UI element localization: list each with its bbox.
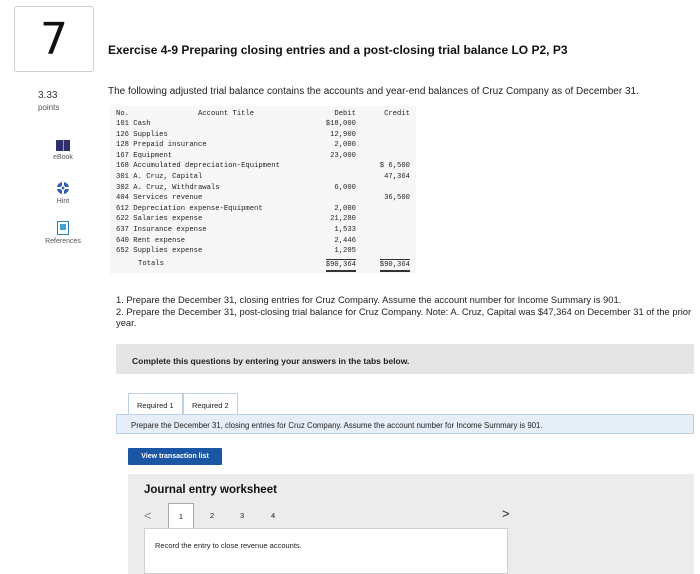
trial-balance-table xyxy=(110,106,416,274)
hint-label: Hint xyxy=(56,198,70,205)
account-title: 301 A. Cruz, Capital xyxy=(116,173,203,181)
table-row xyxy=(110,246,416,256)
table-row xyxy=(110,172,416,182)
account-title: 404 Services revenue xyxy=(116,194,203,203)
tab-panel-instructions: Prepare the December 31, closing entries for Cruz Company. Assume the account number for Income Summary is 901. xyxy=(116,414,694,434)
account-title: 640 Rent expense xyxy=(116,236,186,245)
debit-value: 2,000 xyxy=(334,141,356,150)
complete-instructions-bar: Complete this questions by entering your answers in the tabs below. xyxy=(116,344,694,374)
instruction-1: 1. Prepare the December 31, closing entries for Cruz Company. Assume the account number for Income Summary is 901. xyxy=(116,294,622,305)
instruction-2: 2. Prepare the December 31, post-closing trial balance for Cruz Company. Note: A. Cruz, Capital was $47,364 on December 31 of the prior year. xyxy=(116,305,692,328)
debit-value: 2,446 xyxy=(334,236,356,245)
account-title: 126 Supplies xyxy=(116,130,168,139)
totals-label: Totals xyxy=(138,260,164,268)
pager-prev-button[interactable]: < xyxy=(144,508,152,523)
header-credit: Credit xyxy=(384,110,410,118)
points-label: points xyxy=(38,103,60,112)
ebook-label: eBook xyxy=(53,154,73,161)
account-title: 128 Prepaid insurance xyxy=(116,141,207,150)
pager-next-button[interactable]: > xyxy=(502,506,510,521)
debit-value: $18,000 xyxy=(325,120,356,128)
table-row xyxy=(110,204,416,214)
table-row xyxy=(110,214,416,224)
header-no: No. xyxy=(116,110,129,118)
account-title: 622 Salaries expense xyxy=(116,215,203,224)
debit-value: 23,000 xyxy=(330,151,356,160)
document-icon xyxy=(57,221,69,235)
references-label: References xyxy=(45,238,81,245)
question-number: 7 xyxy=(40,13,68,65)
journal-message: Record the entry to close revenue accounts. xyxy=(155,541,302,550)
tab-required-1[interactable]: Required 1 xyxy=(128,393,183,415)
table-row xyxy=(110,161,416,171)
exercise-title: Exercise 4-9 Preparing closing entries and a post-closing trial balance LO P2, P3 xyxy=(108,43,568,57)
account-title: 302 A. Cruz, Withdrawals xyxy=(116,183,220,192)
book-icon xyxy=(56,140,70,151)
debit-value: 12,900 xyxy=(330,130,356,139)
totals-debit: $90,364 xyxy=(326,259,356,272)
points-display xyxy=(38,90,59,114)
account-title: 101 Cash xyxy=(116,120,151,128)
table-row xyxy=(110,140,416,150)
table-row xyxy=(110,225,416,235)
table-row xyxy=(110,119,416,129)
account-title: 637 Insurance expense xyxy=(116,226,207,234)
tab-required-2[interactable]: Required 2 xyxy=(183,393,238,415)
account-title: 652 Supplies expense xyxy=(116,247,203,256)
debit-value: 1,533 xyxy=(334,226,356,234)
header-account-title: Account Title xyxy=(198,110,255,118)
debit-value: 2,000 xyxy=(334,204,356,213)
references-link[interactable] xyxy=(26,221,100,245)
lifebuoy-icon xyxy=(56,181,70,195)
journal-title: Journal entry worksheet xyxy=(144,484,277,496)
table-row xyxy=(110,193,416,203)
credit-value: $ 6,500 xyxy=(379,162,410,171)
journal-entry-worksheet xyxy=(128,474,694,574)
table-row xyxy=(110,236,416,246)
credit-value: 36,500 xyxy=(384,194,410,203)
table-row xyxy=(110,151,416,161)
trial-balance-header-row xyxy=(110,109,416,119)
instructions xyxy=(116,294,696,329)
exercise-intro: The following adjusted trial balance contains the accounts and year-end balances of Cruz Company as of December 31. xyxy=(108,86,639,97)
account-title: 168 Accumulated depreciation-Equipment xyxy=(116,162,280,171)
question-number-box xyxy=(14,6,94,72)
points-value: 3.33 xyxy=(38,90,58,101)
ebook-link[interactable] xyxy=(26,140,100,161)
account-title: 612 Depreciation expense-Equipment xyxy=(116,204,263,213)
credit-value: 47,364 xyxy=(384,173,410,181)
header-debit: Debit xyxy=(334,110,356,118)
debit-value: 1,205 xyxy=(334,247,356,256)
account-title: 167 Equipment xyxy=(116,151,173,160)
pager-page-4[interactable]: 4 xyxy=(271,511,276,520)
table-row xyxy=(110,130,416,140)
pager-page-2[interactable]: 2 xyxy=(210,511,215,520)
pager-page-1[interactable]: 1 xyxy=(168,503,194,529)
totals-credit: $90,364 xyxy=(380,259,410,272)
trial-balance-totals-row xyxy=(110,259,416,269)
hint-link[interactable] xyxy=(26,181,100,205)
debit-value: 6,000 xyxy=(334,183,356,192)
view-transaction-list-button[interactable]: View transaction list xyxy=(128,448,222,465)
journal-entry-box xyxy=(144,528,508,574)
pager-page-3[interactable]: 3 xyxy=(240,511,245,520)
debit-value: 21,280 xyxy=(330,215,356,224)
table-row xyxy=(110,183,416,193)
